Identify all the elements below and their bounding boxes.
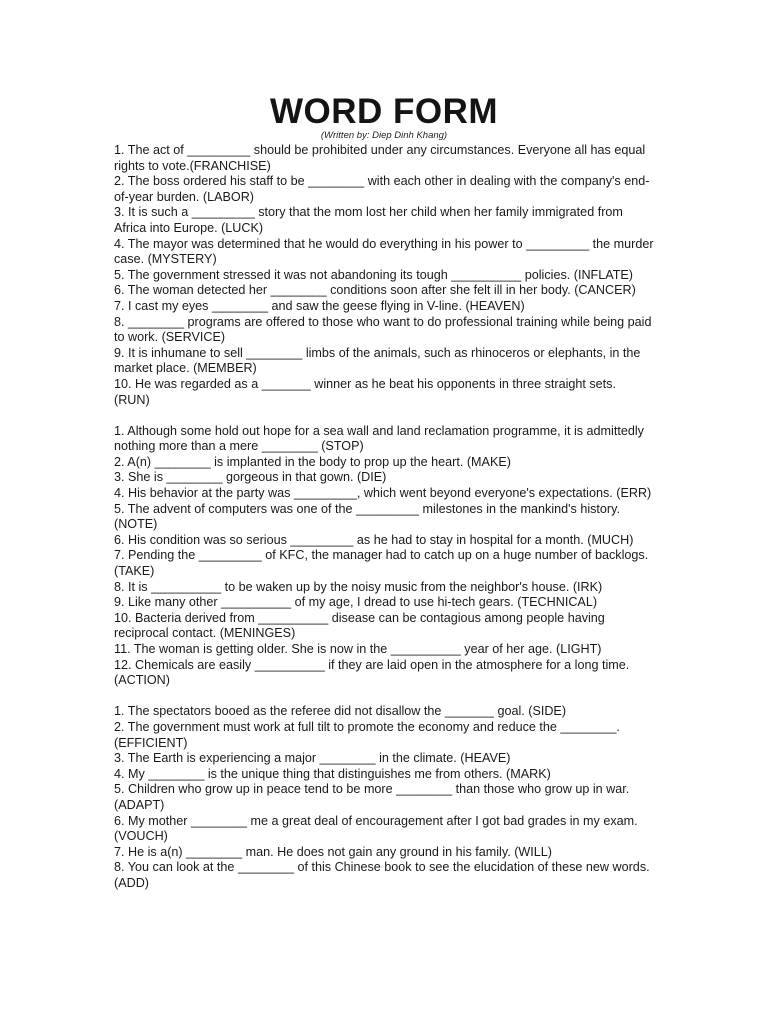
exercise-item: 9. It is inhumane to sell ________ limbs of the animals, such as rhinoceros or elephants, in the market place. (MEMBER) [114, 345, 641, 376]
exercise-item: 8. You can look at the ________ of this Chinese book to see the elucidation of these new words. (ADD) [114, 860, 650, 890]
exercise-body [114, 143, 654, 892]
exercise-item: 6. The woman detected her ________ conditions soon after she felt ill in her body. (CANCER) [114, 283, 636, 298]
exercise-section-3 [114, 704, 654, 891]
exercise-section-2 [114, 424, 654, 689]
exercise-item: 1. Although some hold out hope for a sea wall and land reclamation programme, it is admittedly nothing more than a mere ________ (STOP) [114, 423, 644, 454]
exercise-item: 8. ________ programs are offered to those who want to do professional training while being paid to work. (SERVICE) [114, 314, 652, 345]
exercise-item: 8. It is __________ to be waken up by the noisy music from the neighbor's house. (IRK) [114, 579, 603, 594]
exercise-item: 5. The advent of computers was one of the _________ milestones in the mankind's history. (NOTE) [114, 501, 620, 532]
exercise-item: 3. She is ________ gorgeous in that gown. (DIE) [114, 470, 387, 485]
exercise-section-1 [114, 143, 654, 408]
exercise-item: 6. My mother ________ me a great deal of encouragement after I got bad grades in my exam. (VOUCH) [114, 813, 638, 844]
exercise-item: 7. He is a(n) ________ man. He does not gain any ground in his family. (WILL) [114, 844, 552, 859]
exercise-item: 2. The boss ordered his staff to be ________ with each other in dealing with the company's end-of-year burden. (LABOR) [114, 174, 650, 204]
exercise-item: 7. I cast my eyes ________ and saw the geese flying in V-line. (HEAVEN) [114, 298, 525, 313]
exercise-item: 4. The mayor was determined that he would do everything in his power to _________ the murder case. (MYSTERY) [114, 236, 654, 267]
exercise-item: 3. The Earth is experiencing a major ________ in the climate. (HEAVE) [114, 751, 511, 766]
exercise-item: 5. The government stressed it was not abandoning its tough __________ policies. (INFLATE) [114, 267, 633, 282]
exercise-item: 1. The act of _________ should be prohibited under any circumstances. Everyone all has equal rights to vote.(FRANCHISE) [114, 143, 646, 173]
exercise-item: 4. My ________ is the unique thing that distinguishes me from others. (MARK) [114, 766, 551, 781]
author-credit: (Written by: Diep Dinh Khang) [320, 130, 448, 141]
exercise-item: 6. His condition was so serious _________ as he had to stay in hospital for a month. (MUCH) [114, 532, 634, 547]
exercise-item: 4. His behavior at the party was _________, which went beyond everyone's expectations. (ERR) [114, 486, 652, 501]
exercise-item: 11. The woman is getting older. She is now in the __________ year of her age. (LIGHT) [114, 642, 602, 656]
exercise-item: 2. The government must work at full tilt to promote the economy and reduce the ________. (EFFICIENT) [114, 719, 620, 750]
exercise-item: 2. A(n) ________ is implanted in the body to prop up the heart. (MAKE) [114, 454, 511, 469]
exercise-item: 10. Bacteria derived from __________ disease can be contagious among people having reciprocal contact. (MENINGES) [114, 610, 605, 641]
exercise-item: 1. The spectators booed as the referee did not disallow the _______ goal. (SIDE) [114, 704, 567, 719]
exercise-item: 5. Children who grow up in peace tend to be more ________ than those who grow up in war. (ADAPT) [114, 782, 630, 812]
exercise-item: 3. It is such a _________ story that the mom lost her child when her family immigrated from Africa into Europe. (LUCK) [114, 205, 623, 235]
exercise-item: 10. He was regarded as a _______ winner as he beat his opponents in three straight sets. (RUN) [114, 376, 616, 407]
exercise-item: 9. Like many other __________ of my age, I dread to use hi-tech gears. (TECHNICAL) [114, 595, 598, 610]
exercise-item: 7. Pending the _________ of KFC, the manager had to catch up on a huge number of backlogs. (TAKE) [114, 548, 649, 579]
page-title: WORD FORM [269, 92, 499, 131]
exercise-item: 12. Chemicals are easily __________ if they are laid open in the atmosphere for a long time. (ACTION) [114, 657, 630, 688]
